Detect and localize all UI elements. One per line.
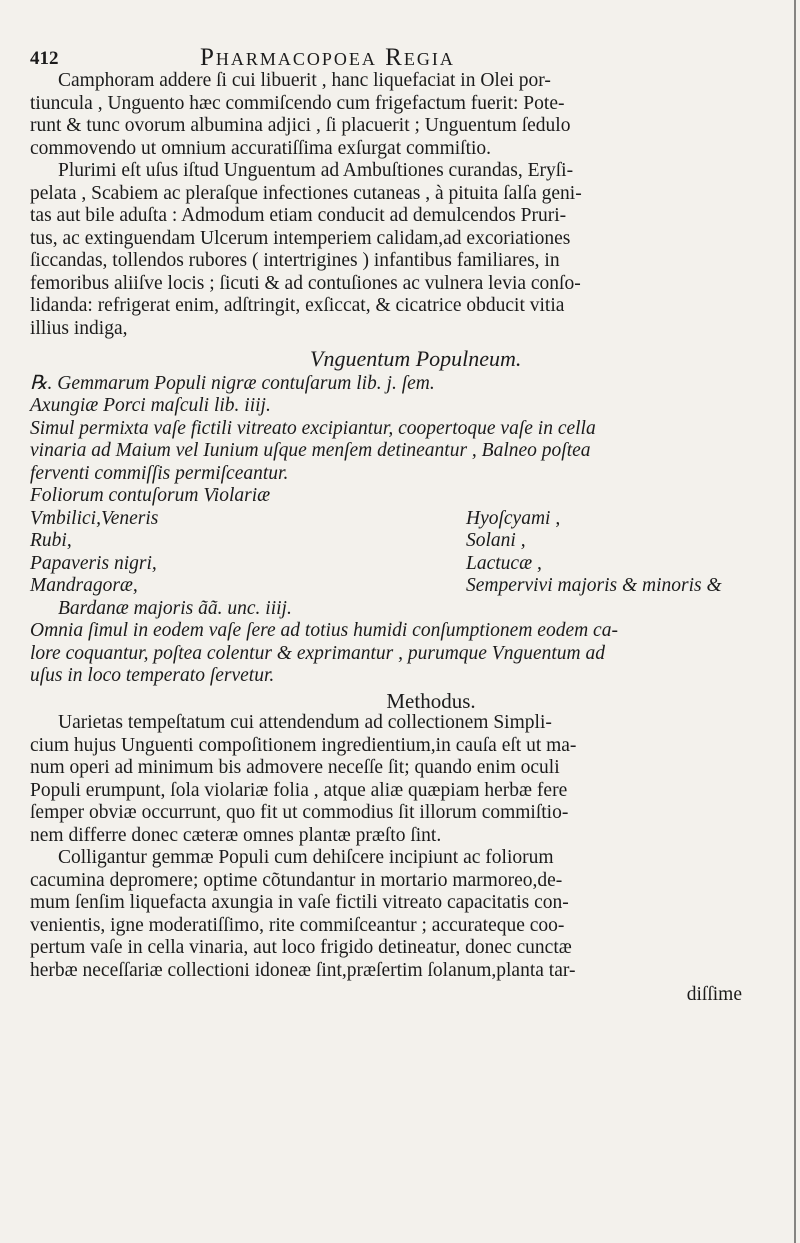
text-line: ſemper obviæ occurrunt, quo fit ut commodius ſit illorum commiſtio- (30, 802, 569, 823)
recipe-line: uſus in loco temperato ſervetur. (30, 665, 275, 686)
recipe-ingredients (30, 373, 762, 688)
recipe-line: Simul permixta vaſe fictili vitreato excipiantur, coopertoque vaſe in cella (30, 417, 596, 439)
paragraph-camphor (30, 70, 762, 160)
herb-item: Lactucæ , (466, 552, 542, 574)
text-line: tas aut bile aduſta : Admodum etiam conducit ad demulcendos Pruri- (30, 205, 567, 226)
text-line: runt & tunc ovorum albumina adjici , ſi placuerit ; Unguentum ſedulo (30, 115, 571, 136)
text-line: pertum vaſe in cella vinaria, aut loco frigido detineatur, donec cunctæ (30, 937, 572, 958)
text-line: num operi ad minimum bis admovere neceſſe ſit; quando enim oculi (30, 757, 560, 778)
text-line: ſiccandas, tollendos rubores ( intertrigines ) infantibus familiares, in (30, 250, 560, 271)
recipe-line: Bardanæ majoris ãã. unc. iiij. (58, 597, 292, 619)
text-line: Colligantur gemmæ Populi cum dehiſcere incipiunt ac foliorum (58, 847, 554, 868)
page-header (30, 40, 762, 70)
text-line: nem differre donec cæteræ omnes plantæ præſto ſint. (30, 824, 442, 846)
recipe-line: ferventi commiſſis permiſceantur. (30, 462, 289, 484)
herb-list (30, 508, 762, 598)
text-line: tus, ac extinguendam Ulcerum intemperiem calidam,ad excoriationes (30, 227, 571, 249)
page-edge (794, 0, 796, 1243)
paragraph-usus (30, 160, 762, 340)
text-line: illius indiga, (30, 317, 128, 339)
text-line: pelata , Scabiem ac pleraſque infectiones cutaneas , à pituita ſalſa geni- (30, 182, 582, 204)
recipe-line: ℞. Gemmarum Populi nigræ contuſarum lib. j. ſem. (30, 372, 435, 394)
text-line: femoribus aliiſve locis ; ſicuti & ad contuſiones ac vulnera levia conſo- (30, 272, 581, 294)
herb-item: Mandragoræ, (30, 575, 138, 596)
recipe-heading: Vnguentum Populneum. (310, 346, 522, 371)
text-line: Plurimi eſt uſus iſtud Unguentum ad Ambuſtiones curandas, Eryſi- (58, 160, 574, 181)
page-body (30, 70, 762, 1007)
paragraph-varietas (30, 712, 762, 847)
text-line: herbæ neceſſariæ collectioni idoneæ ſint,præſertim ſolanum,planta tar- (30, 959, 576, 981)
herb-column-left (30, 508, 466, 598)
text-line: Populi erumpunt, ſola violariæ folia , atque aliæ quæpiam herbæ fere (30, 779, 568, 801)
herb-item: Papaveris nigri, (30, 552, 157, 574)
methodus-heading: Methodus. (386, 688, 476, 713)
text-line: commovendo ut omnium accuratiſſima exſurgat commiſtio. (30, 137, 492, 159)
text-line: Camphoram addere ſi cui libuerit , hanc liquefaciat in Olei por- (58, 70, 551, 91)
herb-item: Solani , (466, 530, 526, 551)
recipe-line: Omnia ſimul in eodem vaſe ſere ad totius humidi conſumptionem eodem ca- (30, 620, 618, 641)
herb-item: Vmbilici,Veneris (30, 507, 159, 529)
running-title: Pharmacopoea Regia (200, 44, 455, 71)
paragraph-colligantur (30, 847, 762, 982)
herb-item: Sempervivi majoris & minoris & (466, 575, 722, 596)
text-line: cacumina depromere; optime cõtundantur in mortario marmoreo,de- (30, 869, 563, 891)
herb-column-right (466, 508, 762, 598)
text-line: Uarietas tempeſtatum cui attendendum ad collectionem Simpli- (58, 712, 552, 733)
catchword: diſſime (686, 984, 742, 1005)
text-line: venientis, igne moderatiſſimo, rite commiſceantur ; accurateque coo- (30, 914, 565, 936)
page-number: 412 (30, 48, 59, 69)
recipe-line: vinaria ad Maium vel Iunium uſque menſem detineantur , Balneo poſtea (30, 440, 591, 461)
herb-item: Hyoſcyami , (466, 507, 561, 529)
text-line: lidanda: refrigerat enim, adſtringit, exſiccat, & cicatrice obducit vitia (30, 295, 565, 316)
recipe-line: lore coquantur, poſtea colentur & exprimantur , purumque Vnguentum ad (30, 642, 606, 664)
text-line: tiuncula , Unguento hæc commiſcendo cum frigefactum fuerit: Pote- (30, 92, 565, 114)
text-line: cium hujus Unguenti compoſitionem ingredientium,in cauſa eſt ut ma- (30, 734, 577, 756)
recipe-line: Axungiæ Porci maſculi lib. iiij. (30, 395, 271, 416)
recipe-line: Foliorum contuſorum Violariæ (30, 485, 271, 506)
herb-item: Rubi, (30, 530, 72, 551)
text-line: mum ſenſim liquefacta axungia in vaſe fictili vitreato capacitatis con- (30, 892, 569, 913)
